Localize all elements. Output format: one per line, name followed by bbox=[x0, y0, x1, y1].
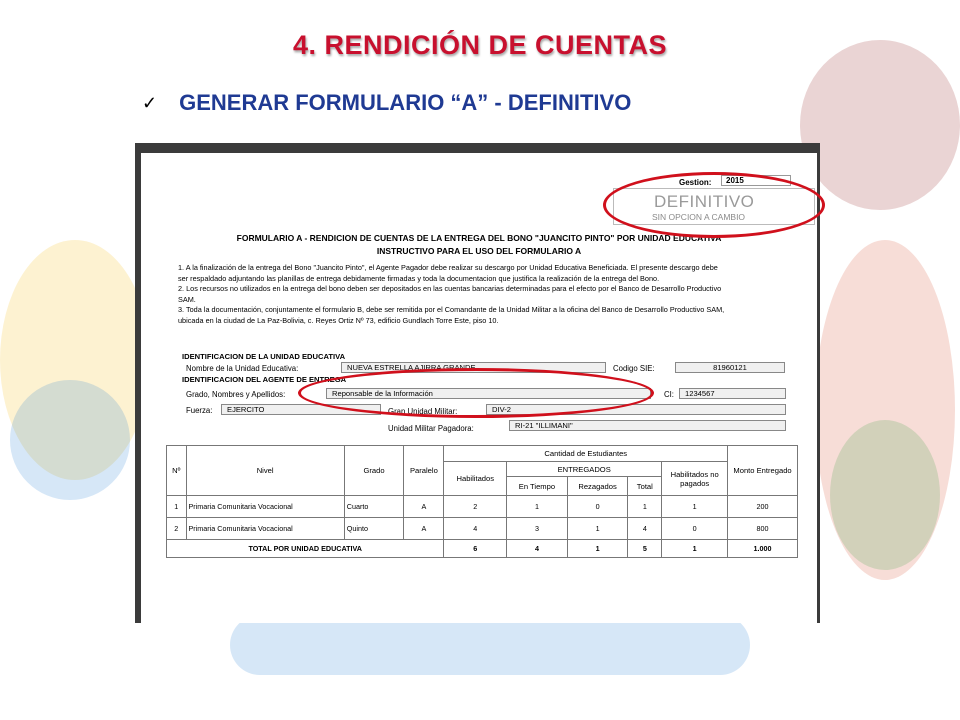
cell: 2 bbox=[167, 518, 187, 540]
total-label: TOTAL POR UNIDAD EDUCATIVA bbox=[167, 540, 444, 558]
gum-label: Gran Unidad Militar: bbox=[388, 407, 458, 416]
table-row bbox=[167, 496, 798, 518]
instruction-2: 2. Los recursos no utilizados en la entrega del bono deben ser depositados en las cuentas bancarias determinadas para el efecto por el Banco de Desarrollo Productivo SAM. bbox=[178, 284, 722, 304]
stamp-sub-text: SIN OPCION A CAMBIO bbox=[652, 212, 746, 222]
col-habilitados-header: Habilitados bbox=[444, 462, 507, 496]
instruction-1: 1. A la finalización de la entrega del Bono "Juancito Pinto", el Agente Pagador debe realizar su descargo por Unidad Educativa Beneficiada. El presente descargo debe ser respaldado adjuntando las planillas de entrega debidamente firmadas y toda la documentacion que justifica la realización de la entrega del Bono. bbox=[178, 263, 718, 283]
cell: 1.000 bbox=[728, 540, 798, 558]
cell: 1 bbox=[167, 496, 187, 518]
bg-mascot-shape bbox=[830, 420, 940, 570]
cell: 4 bbox=[444, 518, 507, 540]
col-no-pagados-header: Habilitados no pagados bbox=[662, 462, 728, 496]
cell: Primaria Comunitaria Vocacional bbox=[186, 496, 344, 518]
cell: 1 bbox=[567, 540, 628, 558]
gestion-value: 2015 bbox=[721, 175, 791, 186]
col-paralelo-header: Paralelo bbox=[404, 446, 444, 496]
cell: 1 bbox=[567, 518, 628, 540]
slide-title: 4. RENDICIÓN DE CUENTAS bbox=[292, 30, 668, 60]
bullet-text: GENERAR FORMULARIO “A” - DEFINITIVO bbox=[179, 90, 632, 115]
sie-field: 81960121 bbox=[675, 362, 785, 373]
cell: 4 bbox=[628, 518, 662, 540]
form-subtitle: INSTRUCTIVO PARA EL USO DEL FORMULARIO A bbox=[376, 246, 582, 256]
cell: 0 bbox=[567, 496, 628, 518]
cell: A bbox=[404, 496, 444, 518]
instructions bbox=[178, 263, 728, 327]
section-agente-entrega: IDENTIFICACION DEL AGENTE DE ENTREGA bbox=[182, 375, 347, 384]
col-en-tiempo-header: En Tiempo bbox=[507, 477, 568, 496]
fuerza-field: EJERCITO bbox=[221, 404, 381, 415]
cell: Primaria Comunitaria Vocacional bbox=[186, 518, 344, 540]
ci-label: CI: bbox=[664, 390, 674, 399]
agent-name-field: Reponsable de la Información bbox=[326, 388, 651, 399]
highlight-ellipse-agent bbox=[298, 368, 654, 418]
cell: 1 bbox=[507, 496, 568, 518]
stamp-main-text: DEFINITIVO bbox=[654, 192, 755, 211]
cell: 3 bbox=[507, 518, 568, 540]
fuerza-label: Fuerza: bbox=[186, 406, 213, 415]
gestion-label: Gestion: bbox=[679, 178, 712, 187]
cell: Cuarto bbox=[344, 496, 404, 518]
bg-logo-shape bbox=[0, 240, 150, 480]
cell: 800 bbox=[728, 518, 798, 540]
bullet-item bbox=[142, 90, 631, 116]
cell: 1 bbox=[662, 496, 728, 518]
checkmark-icon: ✓ bbox=[142, 92, 158, 113]
ue-name-value: NUEVA ESTRELLA bbox=[347, 363, 415, 372]
bg-mascot-shape bbox=[815, 240, 955, 580]
ci-field: 1234567 bbox=[679, 388, 786, 399]
cell: 1 bbox=[628, 496, 662, 518]
cell: 0 bbox=[662, 518, 728, 540]
cell: 5 bbox=[628, 540, 662, 558]
cell: 2 bbox=[444, 496, 507, 518]
agent-name-label: Grado, Nombres y Apellidos: bbox=[186, 390, 286, 399]
cell: 200 bbox=[728, 496, 798, 518]
cantidad-header: Cantidad de Estudiantes bbox=[444, 446, 728, 462]
cell: 1 bbox=[662, 540, 728, 558]
col-total-header: Total bbox=[628, 477, 662, 496]
total-row bbox=[167, 540, 798, 558]
table-row bbox=[167, 518, 798, 540]
sie-label: Codigo SIE: bbox=[613, 364, 655, 373]
ue-name-value-2: AJIRRA GRANDE bbox=[414, 363, 476, 372]
instruction-3: 3. Toda la documentación, conjuntamente el formulario B, debe ser remitida por el Comandante de la Unidad Militar a la oficina del Banco de Desarrollo Productivo SAM, ubicada en la ciudad de La Paz-Bolivia, c. Reyes Ortiz Nº 73, edificio Gundlach Torre Este, piso 10. bbox=[178, 305, 725, 325]
col-monto-header: Monto Entregado bbox=[728, 446, 798, 496]
col-nivel-header: Nivel bbox=[186, 446, 344, 496]
cell: 4 bbox=[507, 540, 568, 558]
ue-name-label: Nombre de la Unidad Educativa: bbox=[186, 364, 299, 373]
bg-logo-shape bbox=[10, 380, 130, 500]
students-table bbox=[166, 445, 798, 558]
gum-field: DIV-2 bbox=[486, 404, 786, 415]
entregados-header: ENTREGADOS bbox=[507, 462, 662, 477]
ump-field: RI-21 "ILLIMANI" bbox=[509, 420, 786, 431]
bg-mascot-shape bbox=[800, 40, 960, 210]
ump-label: Unidad Militar Pagadora: bbox=[388, 424, 474, 433]
form-title: FORMULARIO A - RENDICION DE CUENTAS DE LA ENTREGA DEL BONO "JUANCITO PINTO" POR UNIDAD EDUCATIVA bbox=[236, 233, 722, 243]
bg-logo-shape bbox=[230, 615, 750, 675]
cell: Quinto bbox=[344, 518, 404, 540]
col-num-header: Nº bbox=[167, 446, 187, 496]
col-rezagados-header: Rezagados bbox=[567, 477, 628, 496]
highlight-ellipse-stamp bbox=[603, 172, 825, 238]
col-grado-header: Grado bbox=[344, 446, 404, 496]
cell: A bbox=[404, 518, 444, 540]
cell: 6 bbox=[444, 540, 507, 558]
section-unidad-educativa: IDENTIFICACION DE LA UNIDAD EDUCATIVA bbox=[182, 352, 346, 361]
